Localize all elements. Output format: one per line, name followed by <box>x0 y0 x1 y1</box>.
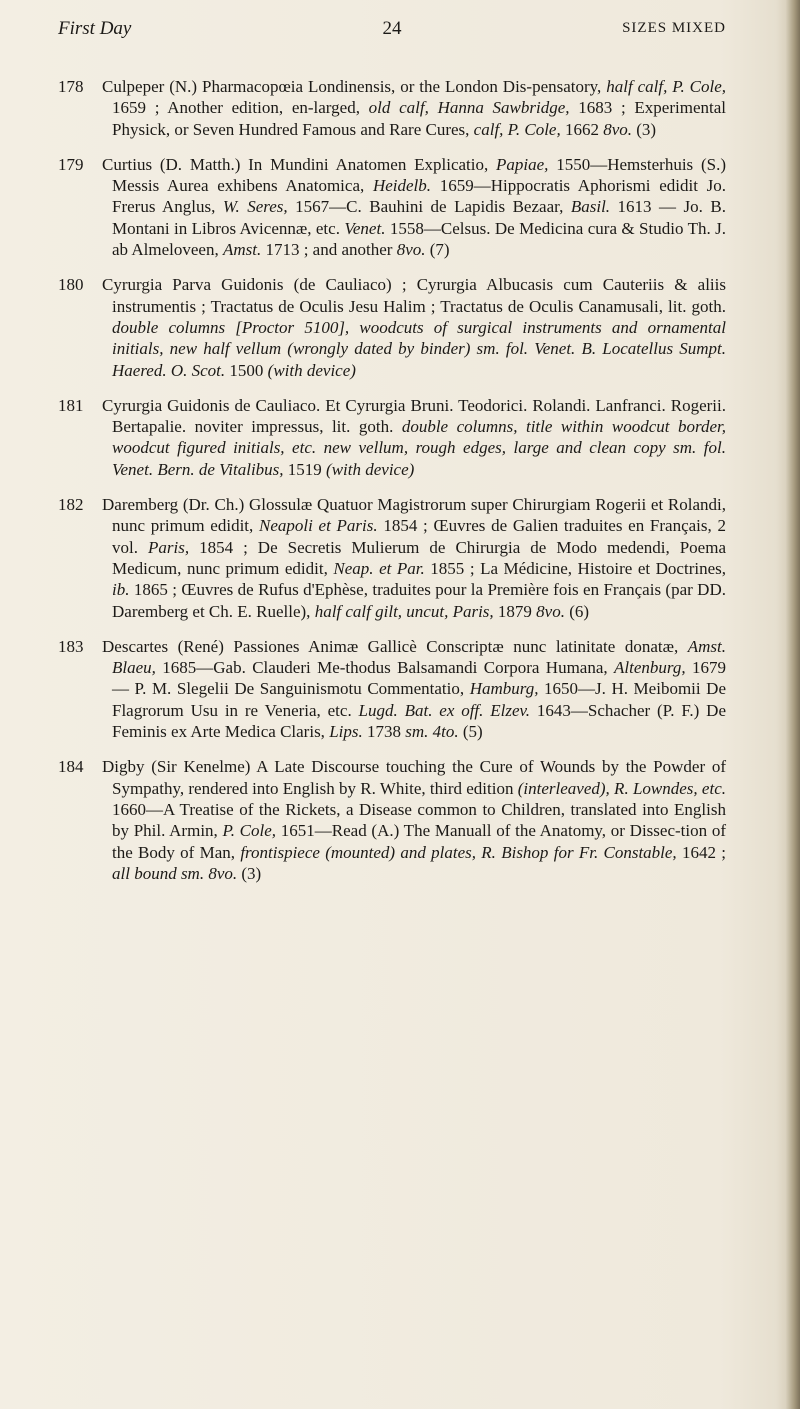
lot-description <box>102 274 726 380</box>
italic-text: all bound sm. 8vo. <box>112 863 238 883</box>
lot-description <box>102 76 726 140</box>
lot-entry <box>58 76 726 140</box>
text: (3) <box>632 119 657 139</box>
text: Daremberg (Dr. Ch.) Glossulæ Quatuor Magistrorum super Chirurgiam Rogerii et Rolandi, nunc primum edidit, <box>102 495 726 536</box>
italic-text: (interleaved), R. Lowndes, etc. <box>517 778 726 798</box>
italic-text: P. Cole, <box>222 821 277 841</box>
italic-text: Paris, <box>147 537 190 557</box>
lot-number: 182 <box>58 495 84 515</box>
italic-text: old calf, Hanna Sawbridge, <box>368 98 570 118</box>
text: (3) <box>237 863 262 883</box>
text: 1519 <box>283 459 327 479</box>
header-day: First Day <box>58 18 132 39</box>
italic-text: Neap. et Par. <box>333 558 425 578</box>
italic-text: 8vo. <box>603 119 633 139</box>
text: 1659 ; Another edition, en-larged, <box>112 98 369 118</box>
page-number: 24 <box>382 18 402 39</box>
lot-description <box>102 756 726 884</box>
italic-text: ib. <box>112 580 130 600</box>
text: 1683 ; Experimental Physick, or Seven Hundred Famous and Rare Cures, <box>112 98 726 139</box>
italic-text: Papiae, <box>496 154 549 174</box>
text: 1613 — Jo. B. Montani in Libros Avicennæ, etc. <box>112 197 726 238</box>
lot-number: 183 <box>58 636 84 656</box>
lot-description <box>102 395 726 480</box>
text: 1738 <box>362 722 406 742</box>
text: 1713 ; and another <box>261 240 397 260</box>
page-header <box>58 18 726 48</box>
italic-text: Lips. <box>329 722 363 742</box>
italic-text: (with device) <box>326 459 415 479</box>
text: 1500 <box>225 360 268 380</box>
text: 1879 <box>493 601 537 621</box>
lot-entry <box>58 636 726 742</box>
text: 1651—Read (A.) The Manuall of the Anatomy, or Dissec-tion of the Body of Man, <box>112 821 726 862</box>
text: 1855 ; La Médicine, Histoire et Doctrines, <box>424 558 726 578</box>
text: 1854 ; Œuvres de Galien traduites en Français, 2 vol. <box>112 516 726 557</box>
text: Digby (Sir Kenelme) A Late Discourse touching the Cure of Wounds by the Powder of Sympathy, rendered into English by R. White, third edition <box>102 757 726 798</box>
italic-text: (with device) <box>267 360 356 380</box>
text: 1659—Hippocratis Aphorismi edidit Jo. Frerus Anglus, <box>112 176 726 217</box>
italic-text: Heidelb. <box>372 176 432 196</box>
italic-text: 8vo. <box>536 601 565 621</box>
italic-text: Hamburg, <box>469 679 539 699</box>
italic-text: sm. 4to. <box>405 722 459 742</box>
lot-entry <box>58 274 726 380</box>
text: 1567—C. Bauhini de Lapidis Bezaar, <box>287 197 571 217</box>
text: 1662 <box>560 119 604 139</box>
lot-entry <box>58 494 726 622</box>
italic-text: Venet. <box>344 218 386 238</box>
text: Descartes (René) Passiones Animæ Gallicè Conscriptæ nunc latinitate donatæ, <box>102 636 688 656</box>
italic-text: 8vo. <box>396 240 426 260</box>
lot-entry <box>58 756 726 884</box>
lot-entry <box>58 154 726 260</box>
text: Cyrurgia Guidonis de Cauliaco. Et Cyrurgia Bruni. Teodorici. Rolandi. Lanfranci. Rogerii. Bertapalie. noviter impressus, lit. goth. <box>102 395 726 437</box>
header-section: SIZES MIXED <box>622 20 726 36</box>
text: 1642 ; <box>676 842 726 862</box>
italic-text: half calf, P. Cole, <box>606 77 726 96</box>
text: (7) <box>425 240 450 260</box>
italic-text: Lugd. Bat. ex off. Elzev. <box>358 700 531 720</box>
italic-text: Altenburg, <box>614 658 686 678</box>
lot-number: 184 <box>58 757 84 777</box>
italic-text: double columns, title within woodcut border, woodcut figured initials, etc. new vellum, rough edges, large and clean copy sm. fol. Venet. Bern. de Vitalibus, <box>112 417 726 479</box>
text: 1685—Gab. Clauderi Me-thodus Balsamandi Corpora Humana, <box>155 658 615 678</box>
text: 1650—J. H. Meibomii De Flagrorum Usu in re Veneria, etc. <box>112 679 726 720</box>
italic-text: frontispiece (mounted) and plates, R. Bishop for Fr. Constable, <box>240 842 677 862</box>
lot-number: 180 <box>58 275 84 295</box>
lot-number: 179 <box>58 154 84 174</box>
lot-description <box>102 494 726 622</box>
italic-text: Amst. <box>222 240 262 260</box>
italic-text: calf, P. Cole, <box>473 119 561 139</box>
italic-text: Basil. <box>570 197 611 217</box>
text: 1558—Celsus. De Medicina cura & Studio Th. J. ab Almeloveen, <box>112 218 726 260</box>
italic-text: Neapoli et Paris. <box>258 516 378 536</box>
page-edge <box>786 0 800 1409</box>
lot-entry <box>58 395 726 480</box>
text: Cyrurgia Parva Guidonis (de Cauliaco) ; Cyrurgia Albucasis cum Cauteriis & aliis instrumentis ; Tractatus de Oculis Jesu Halim ; Tractatus de Oculis Canamusali, lit. goth. <box>102 275 726 316</box>
italic-text: double columns [Proctor 5100], woodcuts of surgical instruments and ornamental initials, new half vellum (wrongly dated by binder) sm. fol. Venet. B. Locatellus Sumpt. Haered. O. Scot. <box>112 317 726 380</box>
lot-list <box>58 76 726 898</box>
italic-text: Amst. Blaeu, <box>112 636 726 678</box>
text: 1660—A Treatise of the Rickets, a Disease common to Children, translated into English by Phil. Armin, <box>112 799 726 841</box>
text: (6) <box>564 601 590 621</box>
text: Curtius (D. Matth.) In Mundini Anatomen Explicatio, <box>102 154 497 174</box>
lot-description <box>102 636 726 742</box>
lot-description <box>102 154 726 260</box>
text: 1854 ; De Secretis Mulierum de Chirurgia de Modo medendi, Poema Medicum, nunc primum edidit, <box>112 537 726 578</box>
text: Culpeper (N.) Pharmacopœia Londinensis, or the London Dis-pensatory, <box>102 77 607 96</box>
text: (5) <box>458 722 483 742</box>
text: 1865 ; Œuvres de Rufus d'Ephèse, traduites pour la Première fois en Français (par DD. Daremberg et Ch. E. Ruelle), <box>112 580 726 621</box>
text: 1550—Hemsterhuis (S.) Messis Aurea exhibens Anatomica, <box>112 154 726 196</box>
lot-number: 178 <box>58 77 84 96</box>
italic-text: W. Seres, <box>222 197 288 217</box>
italic-text: half calf gilt, uncut, Paris, <box>314 601 494 621</box>
text: 1643—Schacher (P. F.) De Feminis ex Arte Medica Claris, <box>112 700 727 742</box>
lot-number: 181 <box>58 395 84 415</box>
text: 1679— P. M. Slegelii De Sanguinismotu Commentatio, <box>112 658 727 699</box>
